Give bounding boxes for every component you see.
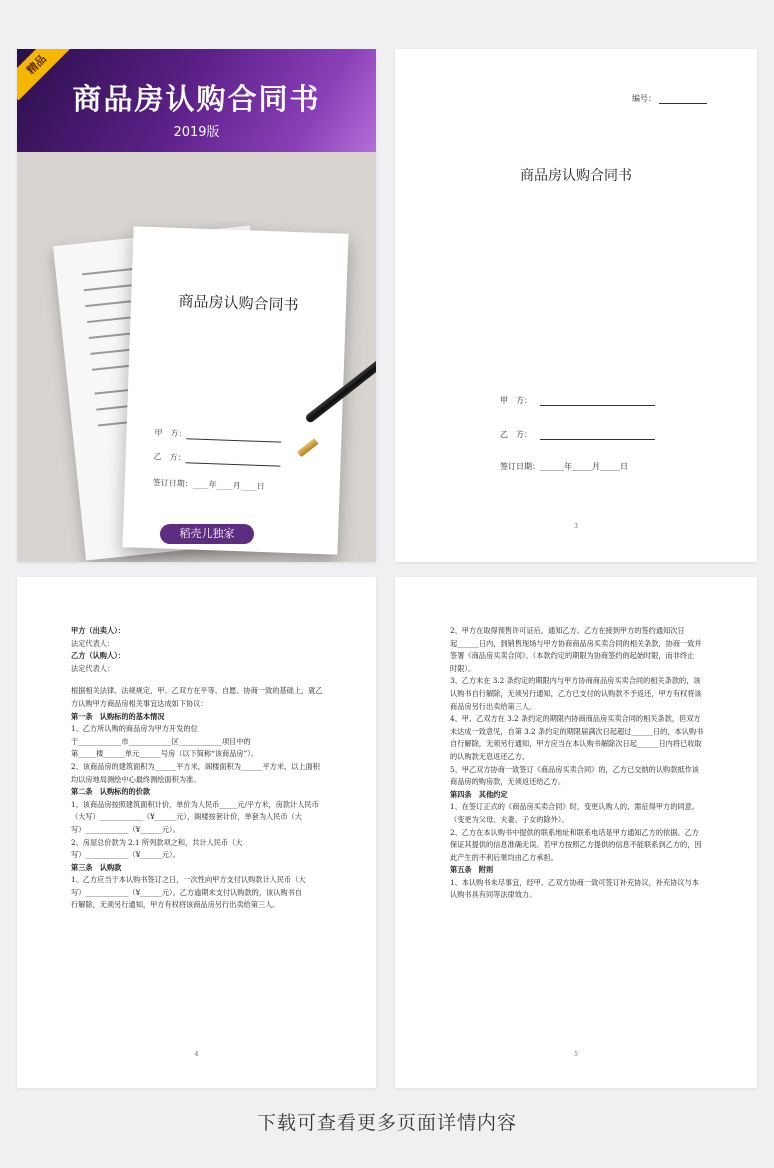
text-line: 法定代表人： xyxy=(71,663,115,673)
cover-year: 2019版 xyxy=(173,125,220,140)
text-line: 认购书自行解除，无须另行通知，乙方已支付的认购款不予返还，甲方有权将该 xyxy=(450,688,702,698)
text-line: 1、本认购书未尽事宜，经甲、乙双方协商一致可签订补充协议，补充协议与本 xyxy=(450,877,699,887)
cover-title: 商品房认购合同书 xyxy=(72,82,321,116)
text-line: 均以房地局测绘中心最终测绘面积为准。 xyxy=(71,774,201,784)
text-line: （大写）____________（¥______元），阁楼按套计价，单套为人民币（大 xyxy=(71,812,302,822)
text-line: 3、乙方未在 3.2 条约定的期限内与甲方协商商品房买卖合同的相关条款的，该 xyxy=(450,676,701,686)
text-line: 未达成一致意见，自第 3.2 条约定的期限届满次日起超过______日的，本认购书 xyxy=(450,726,704,736)
sign-date-field: 签订日期：______年_____月_____日 xyxy=(500,462,628,471)
front-paper-illustration xyxy=(122,226,348,554)
clause-heading: 第三条 认购款 xyxy=(71,862,122,872)
page-body xyxy=(71,625,333,912)
text-line: 自行解除，无须另行通知，甲方应当在本认购书解除次日起______日内将已收取 xyxy=(450,739,702,749)
text-line: 商品房的购房款，无须返还给乙方。 xyxy=(450,777,566,787)
page-title: 商品房认购合同书 xyxy=(520,168,632,184)
text-line: 根据相关法律、法规规定，甲、乙双方在平等、自愿、协商一致的基础上，就乙 xyxy=(71,686,323,696)
clause-heading: 第一条 认购标的的基本情况 xyxy=(71,711,165,721)
text-line: 2、房屋总价款为 2.1 所列款项之和，共计人民币（大 xyxy=(71,837,243,847)
text-line: 商品房另行出卖给第三人。 xyxy=(450,701,537,711)
text-line: 第_____楼______单元______号房（以下简称“该商品房”）。 xyxy=(71,749,259,759)
text-line: 2、该商品房的建筑面积为______平方米，阁楼面积为______平方米，以上面积 xyxy=(71,761,320,771)
contract-number: 编号： xyxy=(632,93,707,104)
document-page-3 xyxy=(395,49,757,562)
text-line: 1、乙方所认购的商品房为甲方开发的位 xyxy=(71,724,198,734)
clause-heading: 第五条 附则 xyxy=(450,865,494,875)
text-line: 时限）。 xyxy=(450,663,476,673)
text-line: 方认购甲方商品房相关事宜达成如下协议： xyxy=(71,698,208,708)
paper-title: 商品房认购合同书 xyxy=(178,291,299,315)
party-b-field: 乙 方： xyxy=(500,429,655,440)
clause-heading: 第二条 认购标的的价款 xyxy=(71,787,151,797)
text-line: 1、该商品房按照建筑面积计价，单价为人民币_____元/平方米，房款计人民币 xyxy=(71,799,319,809)
text-line: 的认购款无息返还乙方。 xyxy=(450,751,530,761)
page-number: 3 xyxy=(574,523,578,530)
text-line: 起______日内，到销售现场与甲方协商商品房买卖合同的相关条款，协商一致并 xyxy=(450,638,702,648)
text-line: 2、乙方在本认购书中提供的联系地址和联系电话是甲方通知乙方的依据。乙方 xyxy=(450,827,699,837)
clause-heading: 第四条 其他约定 xyxy=(450,789,508,799)
text-line: 2、甲方在取得预售许可证后，通知乙方。乙方在接到甲方的签约通知次日 xyxy=(450,626,685,635)
document-page-4 xyxy=(17,577,376,1088)
document-page-5 xyxy=(395,577,757,1088)
text-line: 写）____________（¥______元）。 xyxy=(71,824,180,834)
text-line: 1、在签订正式的《商品房买卖合同》时，变更认购人的，需征得甲方的同意。 xyxy=(450,802,699,812)
text-line: 4、甲、乙双方在 3.2 条约定的期限内协商商品房买卖合同的相关条款，但双方 xyxy=(450,714,701,724)
text-line: 写）____________（¥______元）。乙方逾期未支付认购款的，该认购书自 xyxy=(71,887,302,897)
clause-heading: 甲方（出卖人）： xyxy=(71,626,125,635)
text-line: 认购书具有同等法律效力。 xyxy=(450,890,537,900)
paper-party-b: 乙 方： xyxy=(153,451,280,466)
text-line: 于____________市____________区____________项目中的 xyxy=(71,736,251,746)
page-body xyxy=(450,625,712,902)
page-number: 5 xyxy=(574,1051,578,1058)
text-line: 保证其提供的信息准确无误。若甲方按照乙方提供的信息不能联系到乙方的，因 xyxy=(450,840,702,850)
text-line: 此产生的不利后果均由乙方承担。 xyxy=(450,852,558,862)
text-line: 签署《商品房买卖合同》。（本款约定的期限为协商签约的起始时限，而非终止 xyxy=(450,651,695,661)
page-number: 4 xyxy=(194,1051,199,1058)
paper-sign-date: 签订日期：____年____月____日 xyxy=(152,478,265,492)
text-line: 法定代表人： xyxy=(71,638,115,648)
paper-party-a: 甲 方： xyxy=(154,427,281,442)
text-line: 5、甲乙双方协商一致签订《商品房买卖合同》的，乙方已交纳的认购款抵作该 xyxy=(450,764,699,774)
text-line: 写）____________（¥______元）。 xyxy=(71,850,180,860)
text-line: （变更为父母、夫妻、子女的除外）。 xyxy=(450,814,569,824)
exclusive-badge: 稻壳儿独家 xyxy=(160,524,254,544)
download-more-hint: 下载可查看更多页面详情内容 xyxy=(256,1112,517,1134)
cover-preview xyxy=(17,49,376,562)
premium-ribbon: 精品 xyxy=(17,49,72,100)
text-line: 1、乙方应当于本认购书签订之日，一次性向甲方支付认购款计人民币（大 xyxy=(71,875,306,885)
text-line: 行解除，无须另行通知，甲方有权将该商品房另行出卖给第三人。 xyxy=(71,900,280,910)
clause-heading: 乙方（认购人）： xyxy=(71,651,125,661)
party-a-field: 甲 方： xyxy=(500,395,655,406)
